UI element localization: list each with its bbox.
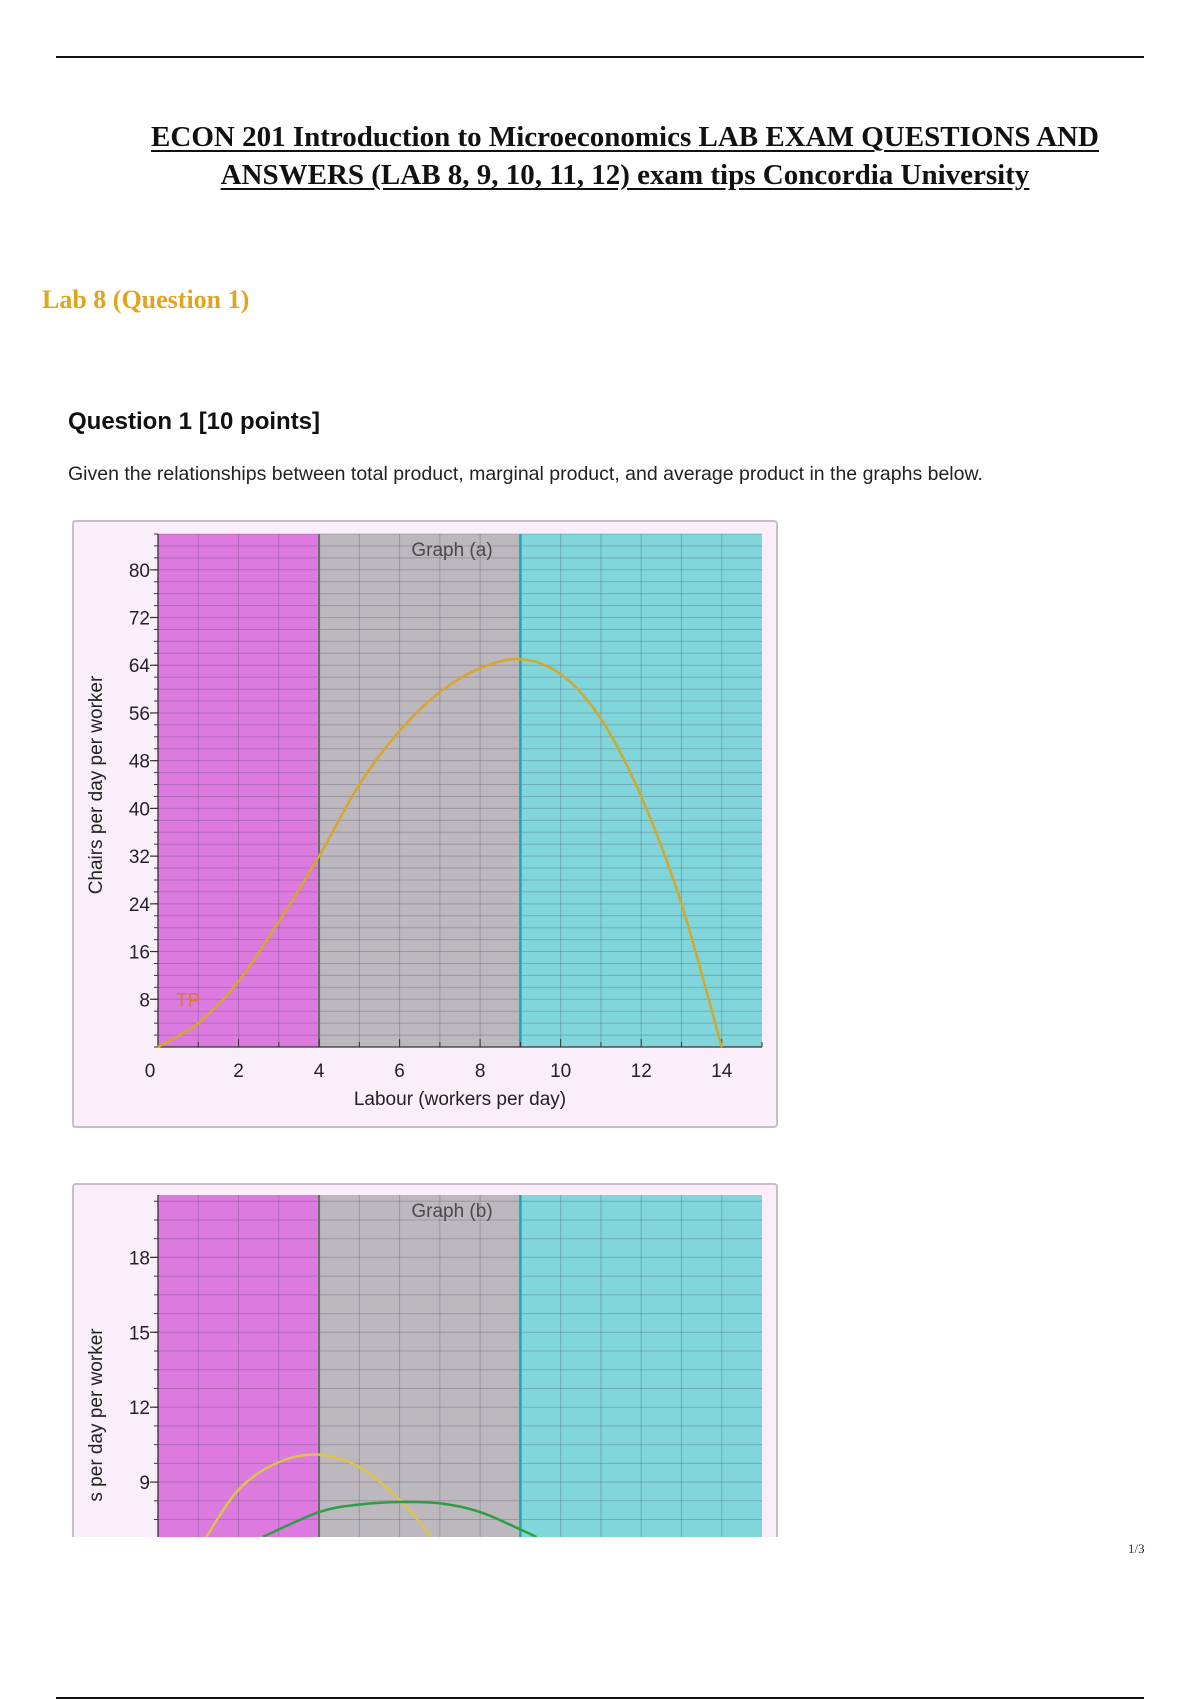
- x-tick-label: 2: [233, 1061, 244, 1082]
- x-axis-label: Labour (workers per day): [353, 1089, 567, 1110]
- question-text: Given the relationships between total product, marginal product, and average product in the graphs below.: [68, 463, 983, 485]
- graph-b-frame: [72, 1183, 778, 1537]
- y-tick-label: 16: [128, 942, 150, 964]
- y-tick-label: 48: [128, 751, 150, 773]
- y-axis-label: s per day per worker: [86, 1328, 107, 1502]
- graph-a-svg: [74, 522, 776, 1126]
- x-tick-label: 8: [474, 1061, 486, 1082]
- y-tick-label: 40: [128, 799, 150, 821]
- y-tick-label: 9: [139, 1473, 150, 1495]
- y-tick-label: 72: [128, 608, 150, 630]
- graph-b-svg: [74, 1185, 776, 1537]
- y-tick-label: 80: [128, 560, 150, 582]
- region-2: [319, 534, 520, 1047]
- top-rule: [56, 56, 1144, 58]
- region-2: [319, 1195, 520, 1537]
- y-tick-label: 12: [128, 1398, 150, 1420]
- page-number: 1/3: [1128, 1541, 1145, 1556]
- x-tick-label: 12: [630, 1061, 652, 1082]
- lab-heading: Lab 8 (Question 1): [42, 285, 250, 314]
- graph-title: Graph (a): [411, 540, 493, 561]
- x-tick-label: 10: [550, 1061, 572, 1082]
- document-title-line-2: ANSWERS (LAB 8, 9, 10, 11, 12) exam tips Concordia University: [220, 159, 1030, 191]
- y-tick-label: 15: [128, 1323, 150, 1345]
- document-title-line-1: ECON 201 Introduction to Microeconomics LAB EXAM QUESTIONS AND: [151, 121, 1099, 153]
- x-tick-label: 4: [313, 1061, 325, 1082]
- x-tick-label: 6: [394, 1061, 405, 1082]
- graph-a-frame: [72, 520, 778, 1128]
- y-tick-label: 24: [128, 894, 150, 916]
- document-title: [95, 118, 1155, 194]
- y-axis-label: Chairs per day per worker: [86, 675, 107, 895]
- series-label-tp: TP: [175, 990, 201, 1012]
- question-title: Question 1 [10 points]: [68, 408, 321, 435]
- x-tick-label: 14: [711, 1061, 733, 1082]
- graph-title: Graph (b): [411, 1201, 493, 1222]
- y-tick-label: 56: [128, 703, 150, 725]
- x-tick-label: 0: [144, 1061, 156, 1082]
- y-tick-label: 64: [128, 656, 150, 678]
- y-tick-label: 8: [139, 990, 150, 1012]
- y-tick-label: 18: [128, 1248, 150, 1270]
- bottom-rule: [56, 1697, 1144, 1699]
- y-tick-label: 32: [128, 847, 150, 869]
